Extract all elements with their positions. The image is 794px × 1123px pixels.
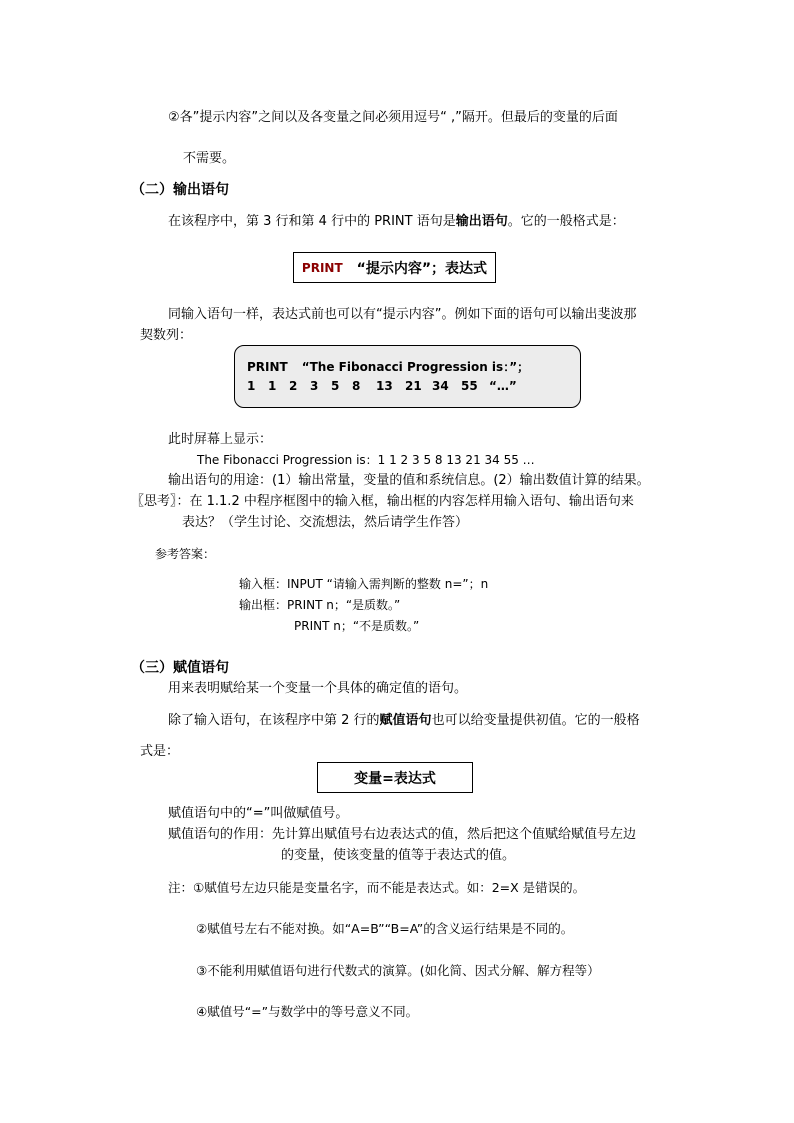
assign-role-line2: 的变量，使该变量的值等于表达式的值。	[281, 848, 516, 863]
output-usage: 输出语句的用途：(1）输出常量，变量的值和系统信息。(2）输出数值计算的结果。	[168, 473, 650, 488]
print-keyword: PRINT	[301, 260, 343, 275]
assign-para-line2: 式是：	[140, 744, 180, 759]
assign-note-4: ④赋值号“=”与数学中的等号意义不同。	[196, 1004, 419, 1019]
assign-format-box: 变量=表达式	[317, 762, 473, 793]
fib-number: 34	[432, 379, 449, 393]
code-print-keyword: PRINT	[247, 360, 288, 374]
think-question-line1: 〖思考〗：在 1.1.2 中程序框图中的输入框，输出框的内容怎样用输入语句、输出语句来	[131, 494, 634, 509]
fib-number: 1	[247, 379, 256, 393]
output-para-line1: 同输入语句一样，表达式前也可以有“提示内容”。例如下面的语句可以输出斐波那	[168, 307, 637, 322]
assign-para-bold: 赋值语句	[379, 713, 432, 728]
output-intro-a: 在该程序中，第 3 行和第 4 行中的 PRINT 语句是	[168, 214, 456, 229]
answer-output-box: 输出框：PRINT n；“是质数。”	[239, 598, 401, 612]
assign-note-3: ③不能利用赋值语句进行代数式的演算。(如化简、因式分解、解方程等）	[196, 963, 600, 978]
code-line-1	[247, 358, 529, 375]
output-intro-bold: 输出语句	[455, 214, 508, 229]
output-section-heading: （二）输出语句	[131, 182, 229, 198]
answer-output-box-alt: PRINT n；“不是质数。”	[294, 619, 420, 633]
assign-note-2: ②赋值号左右不能对换。如“A=B”“B=A”的含义运行结果是不同的。	[196, 921, 574, 936]
output-intro	[168, 214, 625, 230]
code-line-1-rest: “The Fibonacci Progression is：”；	[301, 360, 530, 374]
fib-number: 55	[461, 379, 478, 393]
fib-number: 5	[331, 379, 340, 393]
answer-input-box: 输入框：INPUT “请输入需判断的整数 n=”；n	[239, 577, 489, 591]
fib-number: 2	[289, 379, 298, 393]
fib-tail: “…”	[489, 379, 517, 393]
fibonacci-code-box	[234, 345, 581, 408]
screen-display-label: 此时屏幕上显示：	[168, 432, 273, 447]
fib-number: 8	[352, 379, 361, 393]
input-note-2-line1: ②各”提示内容”之间以及各变量之间必须用逗号“ ,”隔开。但最后的变量的后面	[168, 110, 618, 125]
think-question-line2: 表达？（学生讨论、交流想法，然后请学生作答）	[182, 515, 469, 530]
print-format-box	[293, 252, 496, 283]
code-line-2	[247, 379, 517, 393]
answer-label: 参考答案：	[155, 547, 216, 561]
fib-number: 3	[310, 379, 319, 393]
assign-para-line1	[168, 713, 640, 729]
assign-definition: 用来表明赋给某一个变量一个具体的确定值的语句。	[168, 681, 468, 696]
assign-section-heading: （三）赋值语句	[131, 660, 229, 676]
fib-number: 21	[405, 379, 422, 393]
print-format-rest: “提示内容”；表达式	[356, 260, 488, 277]
assign-para-a: 除了输入语句，在该程序中第 2 行的	[168, 713, 380, 728]
fib-number: 13	[376, 379, 393, 393]
assign-eq-line: 赋值语句中的“=”叫做赋值号。	[168, 806, 349, 821]
input-note-2-line2: 不需要。	[183, 151, 236, 166]
output-intro-b: 。它的一般格式是：	[507, 214, 625, 229]
fib-number: 1	[268, 379, 277, 393]
assign-para-b: 也可以给变量提供初值。它的一般格	[431, 713, 640, 728]
screen-output-line: The Fibonacci Progression is：1 1 2 3 5 8 13 21 34 55 …	[197, 453, 535, 467]
assign-role-line1: 赋值语句的作用：先计算出赋值号右边表达式的值，然后把这个值赋给赋值号左边	[168, 827, 637, 842]
assign-note-1: 注：①赋值号左边只能是变量名字，而不能是表达式。如：2=X 是错误的。	[168, 880, 586, 895]
output-para-line2: 契数列：	[140, 328, 193, 343]
